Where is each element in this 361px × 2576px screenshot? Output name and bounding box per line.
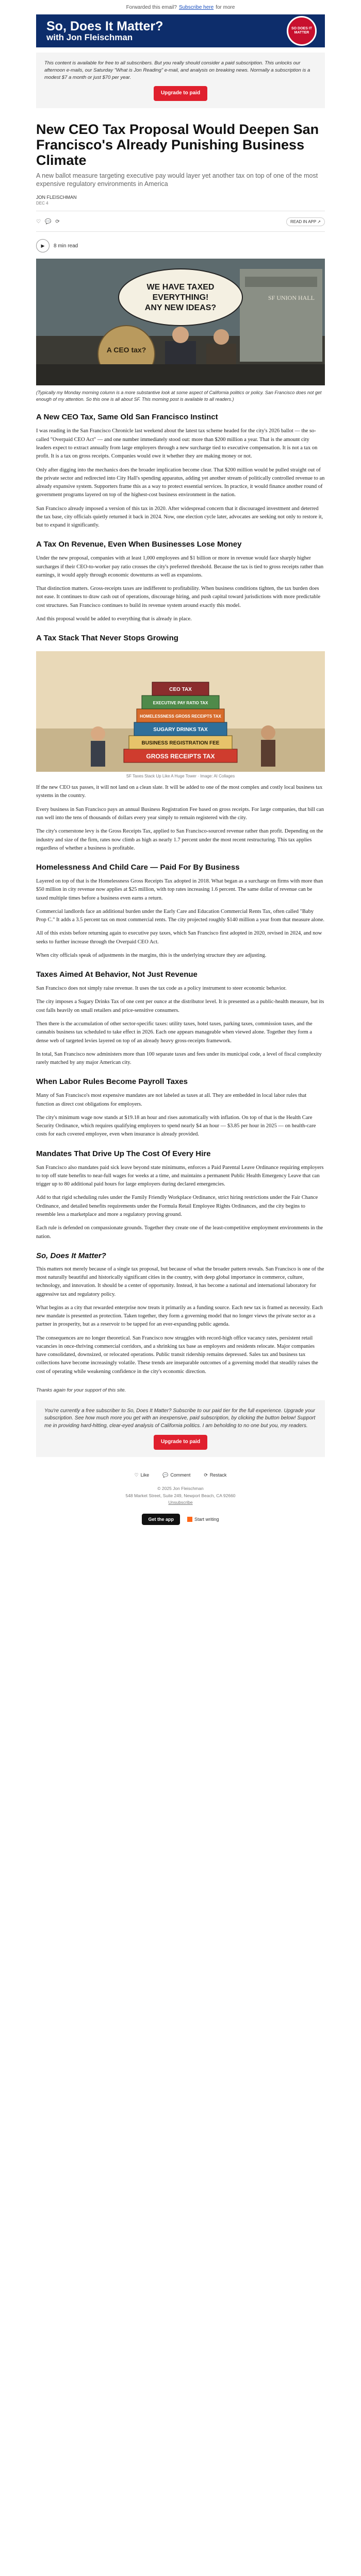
tower-block-4: HOMELESSNESS GROSS RECEIPTS TAX [140,714,221,719]
tower-block-6: CEO TAX [169,687,192,693]
read-in-app-button[interactable]: READ IN APP ↗ [286,217,325,226]
forward-bar [0,0,361,14]
email-body [36,14,325,1525]
divider [36,231,325,232]
mailing-address: 548 Market Street, Suite 249, Newport Beach, CA 92660 [125,1493,236,1498]
section-5-para-1: San Francisco does not simply raise revenue. It uses the tax code as a policy instrument to steer economic behavior. [36,986,287,992]
tower-block-5: EXECUTIVE PAY RATIO TAX [153,701,208,706]
intro-note: (Typically my Monday morning column is a more substantive look at some aspect of California politics or policy. San Francisco does not get enough of my attention. So this one is all about SF. This morning post is available to all readers.) [36,390,322,402]
start-writing-link[interactable] [187,1517,219,1522]
like-icon[interactable]: ♡ [36,219,41,225]
tower-block-2: BUSINESS REGISTRATION FEE [141,740,220,747]
section-4-para-4: When city officials speak of adjustments in the margins, this is the underlying structure they are adjusting. [36,952,267,958]
speech-bubble-line1: WE HAVE TAXED [146,283,215,292]
section-2-para-3: And this proposal would be added to everything that is already in place. [36,616,192,622]
app-row [36,1514,325,1525]
hero-illustration [36,259,325,385]
forwarded-text: Forwarded this email? [126,4,177,10]
byline-row [36,195,325,206]
section-5-para-2: The city imposes a Sugary Drinks Tax of one cent per ounce at the distributor level. It is presented as a public-health measure, but its cost falls heavily on small retailers and price-sensitive consumers. [36,999,324,1013]
play-icon[interactable]: ▶ [36,239,50,252]
publication-logo [287,16,317,46]
section-5-para-3: Then there is the accumulation of other sector-specific taxes: utility taxes, hotel taxes, parking taxes, commission taxes, and the cannabis business tax scheduled to take effect in 2026. Each one appears manageable when viewed alone. Together they form a dense web of targeted levies layered on top of an already heavy gross-receipts framework. [36,1021,313,1044]
tower-block-3: SUGARY DRINKS TAX [153,727,208,733]
start-writing-label: Start writing [194,1516,219,1522]
section-2-para-1: Under the new proposal, companies with at least 1,000 employees and $1 billion or more in revenue would face sharply higher surcharges if their CEO-to-worker pay ratio crosses the city's preferred threshold. Because the tax is tied to gross receipts rather than earnings, it would apply through economic downturns as well as expansions. [36,555,324,578]
restack-icon: ⟳ [204,1472,208,1478]
masthead[interactable] [36,14,325,47]
thanks-note: Thanks again for your support of this site. [36,1387,126,1393]
section-3-para-2: Every business in San Francisco pays an annual Business Registration Fee based on gross receipts. For large companies, that bill can run well into the tens of thousands of dollars every year simply to remain registered with the city. [36,806,324,821]
money-bag-label: A CEO tax? [106,346,146,354]
comment-icon: 💬 [162,1472,169,1478]
listen-row[interactable] [36,239,325,252]
footer-actions [36,1472,325,1478]
forwarded-suffix: for more [216,4,235,10]
publish-date: DEC 4 [36,201,48,206]
hall-sign: SF UNION HALL [268,294,315,302]
section-7-para-3: Each rule is defended on compassionate grounds. Together they create one of the least-competitive employment environments in the nation. [36,1225,323,1240]
publication-subtitle: with Jon Fleischman [46,32,133,43]
comment-icon[interactable]: 💬 [44,219,52,225]
section-6-para-1: Many of San Francisco's most expensive mandates are not labeled as taxes at all. They are embedded in local labor rules that function as direct cost obligations for employers. [36,1093,307,1107]
section-heading-5: Taxes Aimed At Behavior, Not Just Revenue [36,970,198,979]
free-subscriber-box [36,1400,325,1457]
speech-bubble-line2: EVERYTHING! [152,293,209,302]
section-2-para-2: That distinction matters. Gross-receipts taxes are indifferent to profitability. When business conditions tighten, the tax burden does not ease. It continues to draw cash out of operations, discourage hiring, and push capital toward jurisdictions with more predictable cost structures. San Francisco continues to build its revenue system around exactly this model. [36,586,321,608]
section-heading-3: A Tax Stack That Never Stops Growing [36,634,178,643]
section-1-para-1: I was reading in the San Francisco Chronicle last weekend about the latest tax scheme headed for the city's 2026 ballot — the so-called "Overpaid CEO Act" — and one number immediately stood out: more than $200 million a year. That is the amount city leaders expect to extract annually from large employers through a new surcharge tied to executive compensation. It is not a tax on profit. It is a tax on gross receipts. Companies would owe it whether they are making money or not. [36,428,318,460]
conclusion-para-3: The consequences are no longer theoretical. San Francisco now struggles with record-high office vacancy rates, persistent retail vacancies in once-thriving commercial corridors, and a shrinking tax base as employers and residents relocate. Major companies have consolidated, downsized, or relocated operations. Public transit ridership remains depressed. Sales tax and business tax collections have become increasingly volatile. These trends are inseparable outcomes of a governing model that steadily raises the cost of operating while weakening confidence in the city's economic direction. [36,1335,318,1375]
section-1-para-3: San Francisco already imposed a version of this tax in 2020. After widespread concern that it discouraged investment and deterred the tax base, city officials quietly returned it back in 2024. Now, one election cycle later, advocates are seeking not only to restore it, but to expand it significantly. [36,505,323,529]
restack-label: Restack [209,1472,227,1478]
tax-tower-image [36,651,325,772]
upgrade-button[interactable]: Upgrade to paid [154,86,207,101]
comment-button[interactable] [162,1472,190,1478]
substack-logo-icon [187,1517,192,1522]
read-time: 8 min read [54,243,78,249]
section-4-para-3: All of this exists before returning again to executive pay taxes, which San Francisco first adopted in 2020, revised in 2024, and now seeks to further increase through the Overpaid CEO Act. [36,930,322,945]
hero-image [36,259,325,385]
section-4-para-1: Layered on top of that is the Homelessness Gross Receipts Tax adopted in 2018. What began as a surcharge on firms with more than $50 million in city revenue now applies at $25 million, with top rates increasing 1.6 percent. The same dollar of revenue can be taxed multiple times before a business even earns a return. [36,878,323,901]
tax-tower-illustration [36,651,325,772]
free-subscriber-text: You're currently a free subscriber to So, Does It Matter? Subscribe to our paid tier for the full experience. Upgrade your subscription. See how much more you get with an inexpensive, paid subscription, by clicking the button below! Support me in providing hard-hitting, clear-eyed analysis of California politics. I am beholding to no one but you, my readers. [44,1408,316,1429]
article-dek: A new ballot measure targeting executive pay would layer yet another tax on top of one of the most expensive regulatory environments in America [36,172,318,188]
restack-button[interactable] [204,1472,226,1478]
tax-tower-caption: SF Taxes Stack Up Like A Huge Tower · Image: AI Collages [126,774,235,779]
section-1-para-2: Only after digging into the mechanics does the broader implication become clear. That $200 million would be pulled straight out of the private sector and redirected into City Hall's spending apparatus, adding yet another stream of politically controlled revenue to an already expansive system. Supporters frame this as a way to protect essential services. In practice, it would finance another round of government programs layered on top of the highest-cost business environment in the nation. [36,467,325,498]
restack-icon[interactable]: ⟳ [55,219,60,225]
speech-bubble-line3: ANY NEW IDEAS? [144,303,217,313]
subscribe-link[interactable]: Subscribe here [178,4,214,10]
logo-text: SO DOES IT MATTER [291,27,313,35]
section-7-para-1: San Francisco also mandates paid sick leave beyond state minimums, enforces a Paid Parental Leave Ordinance requiring employers to top off state benefits to near-full wages for weeks at a time, and maintains a permanent Public Health Emergency Leave that can trigger up to 80 additional paid hours for large employers during declared emergencies. [36,1164,324,1188]
tower-block-1: GROSS RECEIPTS TAX [146,753,215,760]
like-label: Like [140,1472,150,1478]
article-title[interactable]: New CEO Tax Proposal Would Deepen San Francisco's Already Punishing Business Climate [36,121,319,168]
section-3-para-1: If the new CEO tax passes, it will not land on a clean slate. It will be added to one of the most complex and costly local business tax systems in the country. [36,785,323,799]
section-heading-7: Mandates That Drive Up The Cost Of Every Hire [36,1149,211,1158]
unsubscribe-link[interactable]: Unsubscribe [168,1500,193,1505]
section-heading-6: When Labor Rules Become Payroll Taxes [36,1077,188,1087]
section-7-para-2: Add to that rigid scheduling rules under the Family Friendly Workplace Ordinance, strict hiring restrictions under the Fair Chance Ordinance, and detailed benefits requirements under the Formula Retail Employee Rights Ordinances, and the city begins to resemble less a marketplace and more a regulatory proving ground. [36,1195,318,1217]
promo-text: This content is available for free to all subscribers. But you really should consider a paid subscription. This unlocks our afternoon e-mails, our Saturday "What is Jon Reading" e-mail, and analysis on breaking news. Normally a subscription is a modest $7 a month or just $70 per year. [44,60,310,80]
copyright: © 2025 Jon Fleischman [157,1485,204,1491]
like-button[interactable] [135,1472,150,1478]
section-3-para-3: The city's cornerstone levy is the Gross Receipts Tax, applied to San Francisco-sourced revenue rather than profit. Depending on the industry and size of the firm, rates now climb as high as nearly 1.7 percent under the most recent restructuring. This tax applies regardless of whether a business is profitable. [36,828,323,851]
footer-meta [36,1485,325,1506]
engagement-row [36,217,325,226]
author-name[interactable]: JON FLEISCHMAN [36,195,77,200]
conclusion-heading: So, Does It Matter? [36,1251,106,1260]
comment-label: Comment [170,1472,191,1478]
section-5-para-4: In total, San Francisco now administers more than 100 separate taxes and fees under its municipal code, a level of fiscal complexity rarely matched by any major American city. [36,1051,322,1066]
conclusion-para-2: What begins as a city that rewarded enterprise now treats it primarily as a funding source. Each new tax is framed as necessity. Each new mandate is presented as protection. Taken together, they form a governing model that no longer views the private sector as a partner in prosperity, but as a reservoir to be tapped for an ever-expanding public agenda. [36,1304,323,1328]
section-heading-2: A Tax On Revenue, Even When Businesses Lose Money [36,540,242,549]
get-app-button[interactable]: Get the app [142,1514,180,1525]
paid-promo-box [36,53,325,108]
heart-icon: ♡ [134,1472,139,1478]
upgrade-button-bottom[interactable]: Upgrade to paid [154,1435,207,1450]
section-heading-1: A New CEO Tax, Same Old San Francisco Instinct [36,413,218,422]
section-4-para-2: Commercial landlords face an additional burden under the Early Care and Education Commercial Rents Tax, often called "Baby Prop C." It adds a 3.5 percent tax on most commercial rents. The city projected roughly $140 million a year from that measure alone. [36,908,324,923]
section-heading-4: Homelessness And Child Care — Paid For By Business [36,863,240,872]
publication-title: So, Does It Matter? [46,19,163,33]
section-6-para-2: The city's minimum wage now stands at $19.18 an hour and rises automatically with inflation. On top of that is the Health Care Security Ordinance, which requires qualifying employers to spend nearly $4 an hour — $3.85 per hour in 2025 — on health-care costs for each covered employee, even when insurance is already provided. [36,1114,316,1138]
conclusion-para-1: This matters not merely because of a single tax proposal, but because of what the broader pattern reveals. San Francisco is one of the most naturally beautiful and historically significant cities in the country, with deep global importance in commerce, culture, technology, and innovation. It should be a center of opportunity. Instead, it has become a national and international laboratory for aggressive tax and regulatory policy. [36,1266,324,1297]
